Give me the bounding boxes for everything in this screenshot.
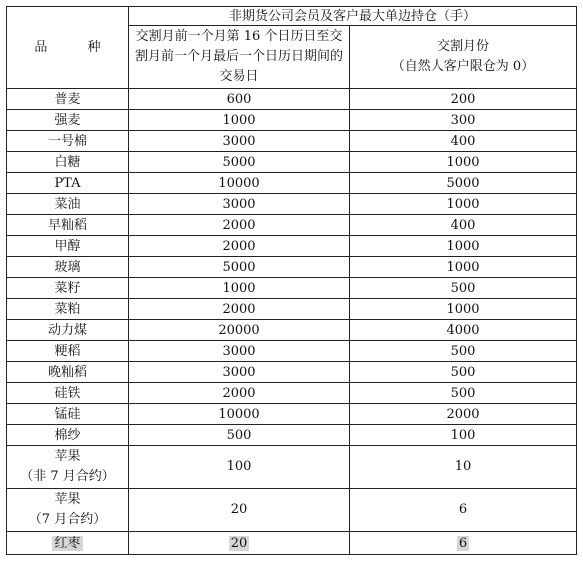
delivery-cell: 1000 xyxy=(350,152,577,173)
table-row xyxy=(7,383,577,404)
table-row xyxy=(7,489,577,532)
delivery-cell: 500 xyxy=(350,362,577,383)
highlighted-text: 红枣 xyxy=(54,535,81,551)
variety-cell: 早籼稻 xyxy=(7,215,129,236)
delivery-cell: 500 xyxy=(350,383,577,404)
delivery-cell: 400 xyxy=(350,131,577,152)
delivery-cell: 2000 xyxy=(350,404,577,425)
before-delivery-header: 交割月前一个月第 16 个日历日至交割月前一个月最后一个日历日期间的交易日 xyxy=(129,26,350,89)
table-row xyxy=(7,257,577,278)
variety-cell: 白糖 xyxy=(7,152,129,173)
variety-cell: 苹果 （非 7 月合约） xyxy=(7,446,129,489)
before-cell: 10000 xyxy=(129,173,350,194)
delivery-cell: 5000 xyxy=(350,173,577,194)
table-row xyxy=(7,131,577,152)
variety-cell: 粳稻 xyxy=(7,341,129,362)
delivery-cell: 1000 xyxy=(350,299,577,320)
before-cell: 5000 xyxy=(129,152,350,173)
delivery-cell: 200 xyxy=(350,89,577,110)
before-cell xyxy=(129,532,350,555)
position-limit-table xyxy=(6,6,577,555)
variety-cell: PTA xyxy=(7,173,129,194)
before-cell: 20000 xyxy=(129,320,350,341)
delivery-cell: 1000 xyxy=(350,236,577,257)
highlighted-text: 20 xyxy=(230,535,248,551)
before-cell: 2000 xyxy=(129,383,350,404)
table-header xyxy=(7,7,577,89)
table-row xyxy=(7,152,577,173)
table-row-highlighted xyxy=(7,532,577,555)
variety-cell: 晚籼稻 xyxy=(7,362,129,383)
highlighted-text: 6 xyxy=(458,535,468,551)
table-row xyxy=(7,320,577,341)
table-row xyxy=(7,89,577,110)
before-cell: 2000 xyxy=(129,299,350,320)
table-row xyxy=(7,215,577,236)
variety-cell: 普麦 xyxy=(7,89,129,110)
table-row xyxy=(7,110,577,131)
table-row xyxy=(7,194,577,215)
variety-header-label: 品 种 xyxy=(34,40,119,55)
variety-cell: 甲醇 xyxy=(7,236,129,257)
before-cell: 3000 xyxy=(129,362,350,383)
variety-cell: 一号棉 xyxy=(7,131,129,152)
before-cell: 3000 xyxy=(129,131,350,152)
before-cell: 20 xyxy=(129,489,350,532)
delivery-cell: 100 xyxy=(350,425,577,446)
before-cell: 2000 xyxy=(129,215,350,236)
variety-cell: 苹果 （7 月合约） xyxy=(7,489,129,532)
delivery-cell: 400 xyxy=(350,215,577,236)
table-row xyxy=(7,446,577,489)
table-row xyxy=(7,278,577,299)
before-cell: 500 xyxy=(129,425,350,446)
before-cell: 1000 xyxy=(129,110,350,131)
before-cell: 1000 xyxy=(129,278,350,299)
variety-cell: 菜籽 xyxy=(7,278,129,299)
table-body xyxy=(7,89,577,555)
before-cell: 600 xyxy=(129,89,350,110)
delivery-cell: 6 xyxy=(350,489,577,532)
table-row xyxy=(7,341,577,362)
delivery-cell: 500 xyxy=(350,278,577,299)
variety-cell: 强麦 xyxy=(7,110,129,131)
before-cell: 2000 xyxy=(129,236,350,257)
delivery-cell: 1000 xyxy=(350,194,577,215)
table-row xyxy=(7,425,577,446)
table-row xyxy=(7,236,577,257)
delivery-cell: 300 xyxy=(350,110,577,131)
table-row xyxy=(7,404,577,425)
before-cell: 3000 xyxy=(129,194,350,215)
variety-cell: 棉纱 xyxy=(7,425,129,446)
before-cell: 10000 xyxy=(129,404,350,425)
variety-header xyxy=(7,7,129,89)
variety-cell: 动力煤 xyxy=(7,320,129,341)
delivery-cell: 1000 xyxy=(350,257,577,278)
before-cell: 3000 xyxy=(129,341,350,362)
variety-cell: 菜粕 xyxy=(7,299,129,320)
variety-cell xyxy=(7,532,129,555)
before-cell: 5000 xyxy=(129,257,350,278)
delivery-cell: 10 xyxy=(350,446,577,489)
delivery-cell xyxy=(350,532,577,555)
variety-cell: 硅铁 xyxy=(7,383,129,404)
delivery-cell: 500 xyxy=(350,341,577,362)
delivery-cell: 4000 xyxy=(350,320,577,341)
table-row xyxy=(7,362,577,383)
table-row xyxy=(7,299,577,320)
group-header: 非期货公司会员及客户最大单边持仓（手） xyxy=(129,7,577,26)
delivery-month-header: 交割月份 （自然人客户限仓为 0） xyxy=(350,26,577,89)
table-row xyxy=(7,173,577,194)
variety-cell: 玻璃 xyxy=(7,257,129,278)
variety-cell: 锰硅 xyxy=(7,404,129,425)
variety-cell: 菜油 xyxy=(7,194,129,215)
before-cell: 100 xyxy=(129,446,350,489)
